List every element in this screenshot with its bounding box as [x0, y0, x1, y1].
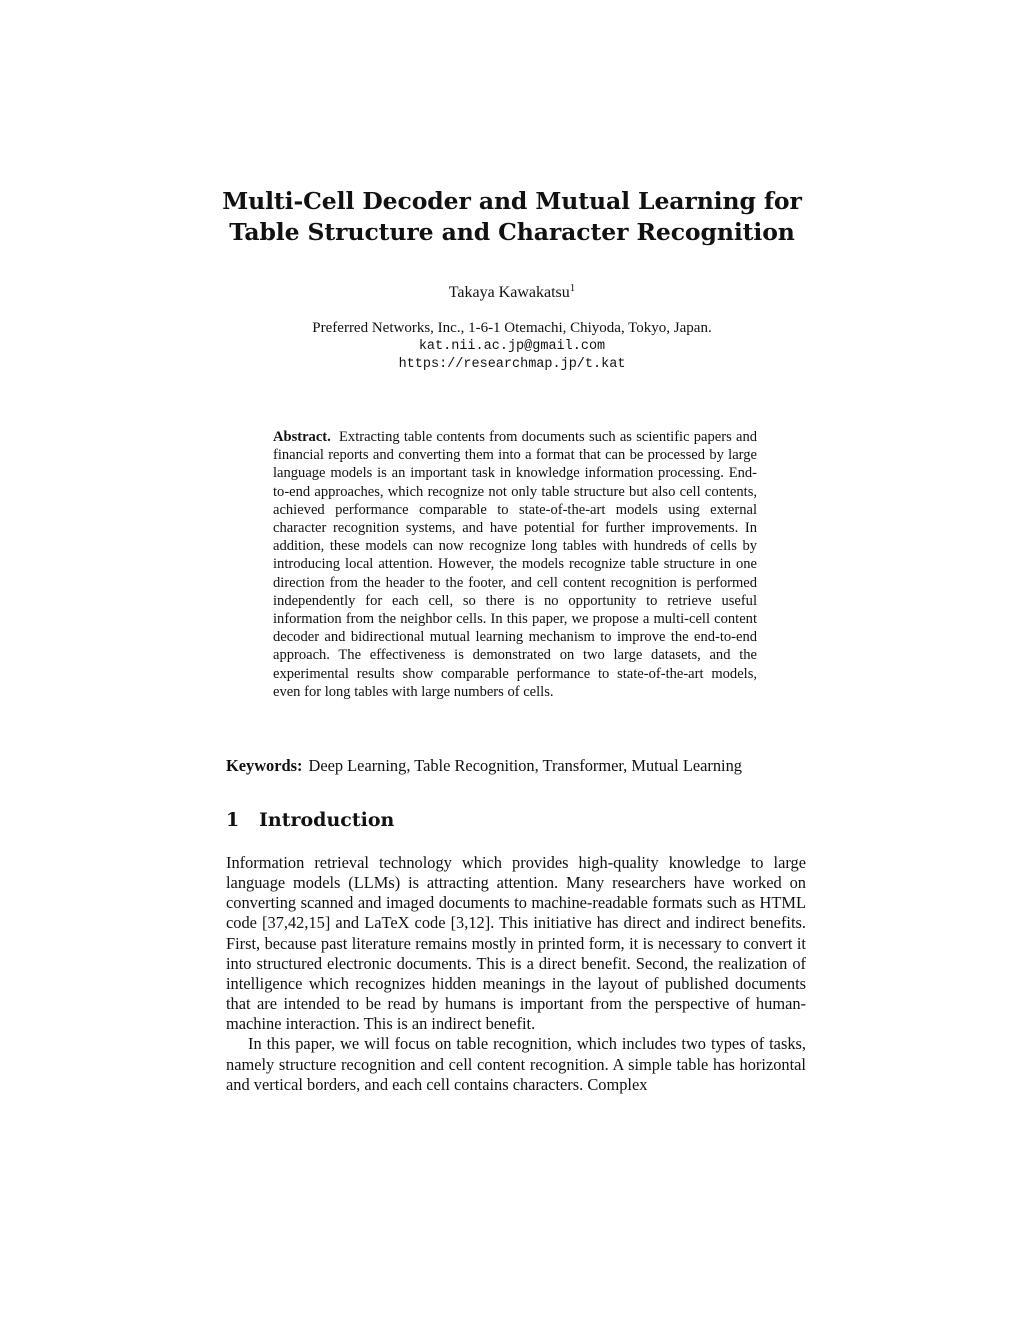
paper-title — [180, 186, 844, 248]
keywords-text: Deep Learning, Table Recognition, Transformer, Mutual Learning — [308, 756, 742, 775]
title-line-1: Multi-Cell Decoder and Mutual Learning for — [222, 187, 802, 215]
section-number: 1 — [226, 809, 240, 831]
paragraph: In this paper, we will focus on table recognition, which includes two types of tasks, namely structure recognition and cell content recognition. A simple table has horizontal and vertical borders, and each cell contains characters. Complex — [226, 1034, 806, 1094]
section-title: Introduction — [259, 809, 395, 831]
keywords-label: Keywords: — [226, 756, 303, 775]
abstract — [273, 428, 757, 701]
author — [180, 283, 844, 303]
section-heading — [226, 808, 394, 832]
section-body — [226, 853, 806, 1095]
author-affiliation-mark: 1 — [569, 282, 576, 294]
title-line-2: Table Structure and Character Recognition — [229, 218, 795, 246]
author-name: Takaya Kawakatsu — [448, 284, 570, 301]
abstract-label: Abstract. — [273, 429, 331, 445]
abstract-text: Extracting table contents from documents such as scientific papers and financial reports and converting them into a format that can be processed by large language models is an important task in knowledge information processing. End-to-end approaches, which recognize not only table structure but also cell contents, achieved performance comparable to state-of-the-art models using external character recognition systems, and have potential for further improvements. In addition, these models can now recognize long tables with hundreds of cells by introducing local attention. However, the models recognize table structure in one direction from the header to the footer, and cell content recognition is performed independently for each cell, so there is no opportunity to retrieve useful information from the neighbor cells. In this paper, we propose a multi-cell content decoder and bidirectional mutual learning mechanism to improve the end-to-end approach. The effectiveness is demonstrated on two large datasets, and the experimental results show comparable performance to state-of-the-art models, even for long tables with large numbers of cells. — [273, 429, 758, 700]
paragraph: Information retrieval technology which provides high-quality knowledge to large language models (LLMs) is attracting attention. Many researchers have worked on converting scanned and imaged documents to machine-readable formats such as HTML code [37,42,15] and LaTeX code [3,12]. This initiative has direct and indirect benefits. First, because past literature remains mostly in printed form, it is necessary to convert it into structured electronic documents. This is a direct benefit. Second, the realization of intelligence which recognizes hidden meanings in the layout of published documents that are intended to be read by humans is important from the perspective of human-machine interaction. This is an indirect benefit. — [226, 853, 806, 1034]
keywords — [226, 756, 816, 776]
affiliation-block — [180, 319, 844, 374]
author-email[interactable]: kat.nii.ac.jp@gmail.com — [418, 339, 606, 354]
affiliation: Preferred Networks, Inc., 1-6-1 Otemachi, Chiyoda, Tokyo, Japan. — [312, 320, 712, 336]
author-url[interactable]: https://researchmap.jp/t.kat — [398, 357, 626, 372]
